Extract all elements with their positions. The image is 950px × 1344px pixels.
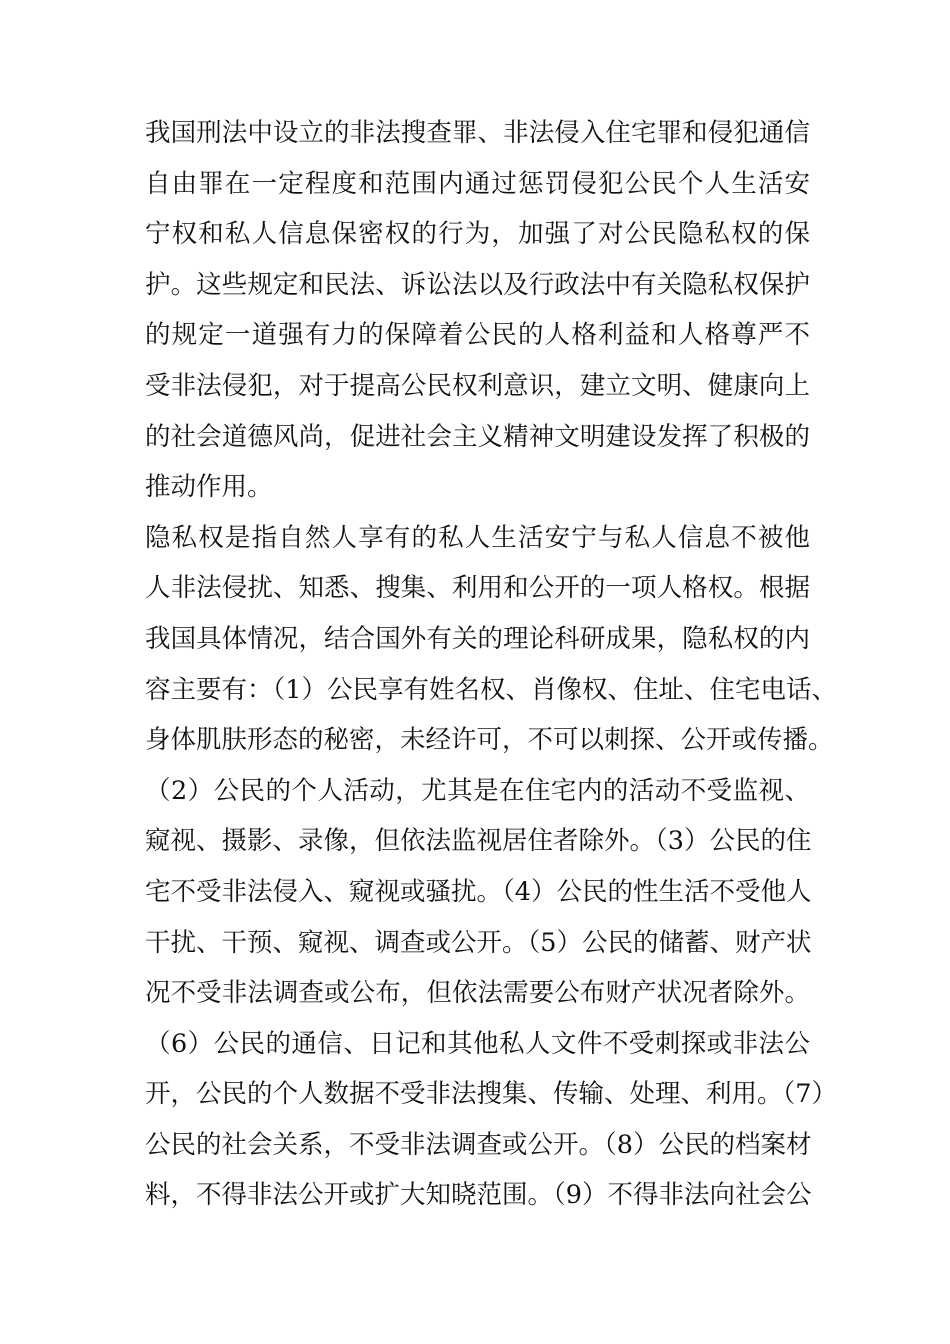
text-line: 我国刑法中设立的非法搜查罪、非法侵入住宅罪和侵犯通信 bbox=[145, 118, 810, 148]
text-line: 推动作用。 bbox=[145, 472, 273, 503]
text-line: 的规定一道强有力的保障着公民的人格利益和人格尊严不 bbox=[145, 320, 810, 351]
text-line: 护。这些规定和民法、诉讼法以及行政法中有关隐私权保护 bbox=[145, 269, 810, 300]
text-line: （6）公民的通信、日记和其他私人文件不受刺探或非法公 bbox=[145, 1028, 810, 1059]
text-line: 人非法侵扰、知悉、搜集、利用和公开的一项人格权。根据 bbox=[145, 573, 810, 604]
text-line: 公民的社会关系，不受非法调查或公开。（8）公民的档案材 bbox=[145, 1129, 812, 1160]
text-line: 干扰、干预、窥视、调查或公开。（5）公民的储蓄、财产状 bbox=[145, 927, 812, 958]
text-line: 况不受非法调查或公布，但依法需要公布财产状况者除外。 bbox=[145, 978, 810, 1009]
text-line: 受非法侵犯，对于提高公民权利意识，建立文明、健康向上 bbox=[145, 370, 810, 401]
text-line: 容主要有：（1）公民享有姓名权、肖像权、住址、住宅电话、 bbox=[145, 674, 837, 705]
text-line: 宅不受非法侵入、窥视或骚扰。（4）公民的性生活不受他人 bbox=[145, 876, 812, 907]
text-line: 宁权和私人信息保密权的行为，加强了对公民隐私权的保 bbox=[145, 219, 810, 250]
body-text bbox=[145, 108, 837, 1221]
text-line: 窥视、摄影、录像，但依法监视居住者除外。（3）公民的住 bbox=[145, 826, 812, 857]
text-line: 开，公民的个人数据不受非法搜集、传输、处理、利用。（7） bbox=[145, 1079, 837, 1110]
text-line: 料，不得非法公开或扩大知晓范围。（9）不得非法向社会公 bbox=[145, 1180, 812, 1211]
text-line: 的社会道德风尚，促进社会主义精神文明建设发挥了积极的 bbox=[145, 421, 810, 452]
paragraph-1 bbox=[145, 108, 810, 513]
text-line: 自由罪在一定程度和范围内通过惩罚侵犯公民个人生活安 bbox=[145, 168, 810, 199]
text-line: 身体肌肤形态的秘密，未经许可，不可以刺探、公开或传播。 bbox=[145, 725, 834, 756]
text-line: （2）公民的个人活动，尤其是在住宅内的活动不受监视、 bbox=[145, 775, 810, 806]
paragraph-2 bbox=[145, 513, 837, 1221]
text-line: 隐私权是指自然人享有的私人生活安宁与私人信息不被他 bbox=[145, 522, 810, 553]
text-line: 我国具体情况，结合国外有关的理论科研成果，隐私权的内 bbox=[145, 623, 810, 654]
